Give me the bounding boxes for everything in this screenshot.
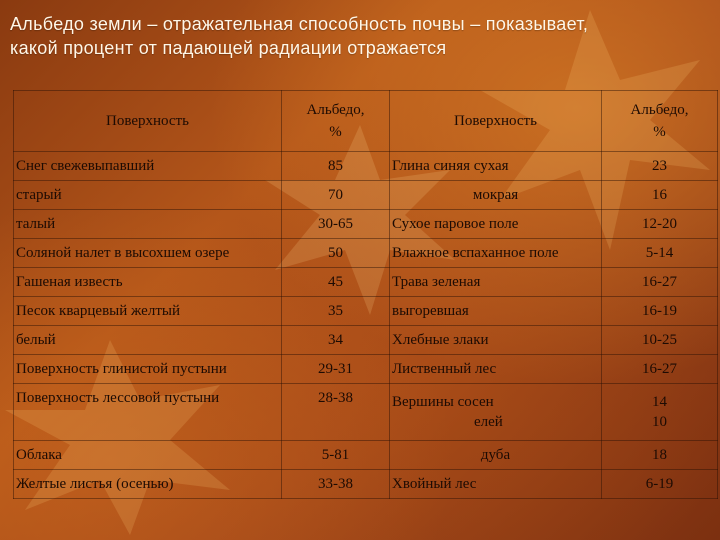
table-row [14,355,718,384]
albedo-cell: 45 [282,268,390,297]
table-row [14,326,718,355]
albedo-cell: 28-38 [282,384,390,441]
albedo-cell: 5-14 [602,239,718,268]
surface-cell: Хвойный лес [390,470,602,499]
surface-cell: Поверхность глинистой пустыни [14,355,282,384]
title-line-2: какой процент от падающей радиации отражается [10,38,447,58]
table-header-row [14,91,718,152]
surface-cell: Снег свежевыпавший [14,152,282,181]
albedo-cell: 50 [282,239,390,268]
table-row [14,384,718,441]
albedo-cell: 33-38 [282,470,390,499]
albedo-cell: 5-81 [282,441,390,470]
albedo-cell: 29-31 [282,355,390,384]
surface-cell: Влажное вспаханное поле [390,239,602,268]
surface-cell: Облака [14,441,282,470]
table-row [14,470,718,499]
albedo-cell: 10-25 [602,326,718,355]
albedo-cell: 16-19 [602,297,718,326]
surface-cell [390,384,602,441]
surface-cell: Песок кварцевый желтый [14,297,282,326]
header-surface-left [14,91,282,152]
slide-title [10,12,715,60]
surface-cell: Хлебные злаки [390,326,602,355]
albedo-table [13,90,718,499]
albedo-cell: 30-65 [282,210,390,239]
surface-cell: Поверхность лессовой пустыни [14,384,282,441]
table-row [14,210,718,239]
albedo-line: 14 [652,394,667,410]
header-label: % [653,124,666,140]
albedo-line: 10 [652,414,667,430]
surface-cell: Глина синяя сухая [390,152,602,181]
header-label: Поверхность [454,113,537,129]
title-line-1: Альбедо земли – отражательная способность почвы – показывает, [10,14,589,34]
table-row [14,268,718,297]
table-row [14,181,718,210]
surface-cell: Соляной налет в высохшем озере [14,239,282,268]
surface-cell: Желтые листья (осенью) [14,470,282,499]
table-row [14,297,718,326]
albedo-cell: 34 [282,326,390,355]
surface-cell: выгоревшая [390,297,602,326]
albedo-cell: 6-19 [602,470,718,499]
albedo-cell: 16-27 [602,268,718,297]
surface-line: Вершины сосен [392,394,494,410]
surface-cell: мокрая [390,181,602,210]
table-row [14,441,718,470]
header-label: Альбедо, [306,102,365,118]
surface-cell: Сухое паровое поле [390,210,602,239]
surface-line: елей [474,414,503,430]
table-row [14,152,718,181]
surface-cell: белый [14,326,282,355]
albedo-cell: 70 [282,181,390,210]
albedo-cell: 12-20 [602,210,718,239]
albedo-cell: 16 [602,181,718,210]
albedo-cell: 16-27 [602,355,718,384]
surface-cell: старый [14,181,282,210]
header-albedo-left [282,91,390,152]
header-albedo-right [602,91,718,152]
albedo-cell: 23 [602,152,718,181]
albedo-cell: 18 [602,441,718,470]
surface-cell: Лиственный лес [390,355,602,384]
header-label: Поверхность [106,113,189,129]
table-row [14,239,718,268]
albedo-cell: 85 [282,152,390,181]
surface-cell: Трава зеленая [390,268,602,297]
albedo-cell [602,384,718,441]
surface-cell: талый [14,210,282,239]
header-label: Альбедо, [630,102,689,118]
surface-cell: дуба [390,441,602,470]
header-label: % [329,124,342,140]
albedo-cell: 35 [282,297,390,326]
header-surface-right [390,91,602,152]
surface-cell: Гашеная известь [14,268,282,297]
